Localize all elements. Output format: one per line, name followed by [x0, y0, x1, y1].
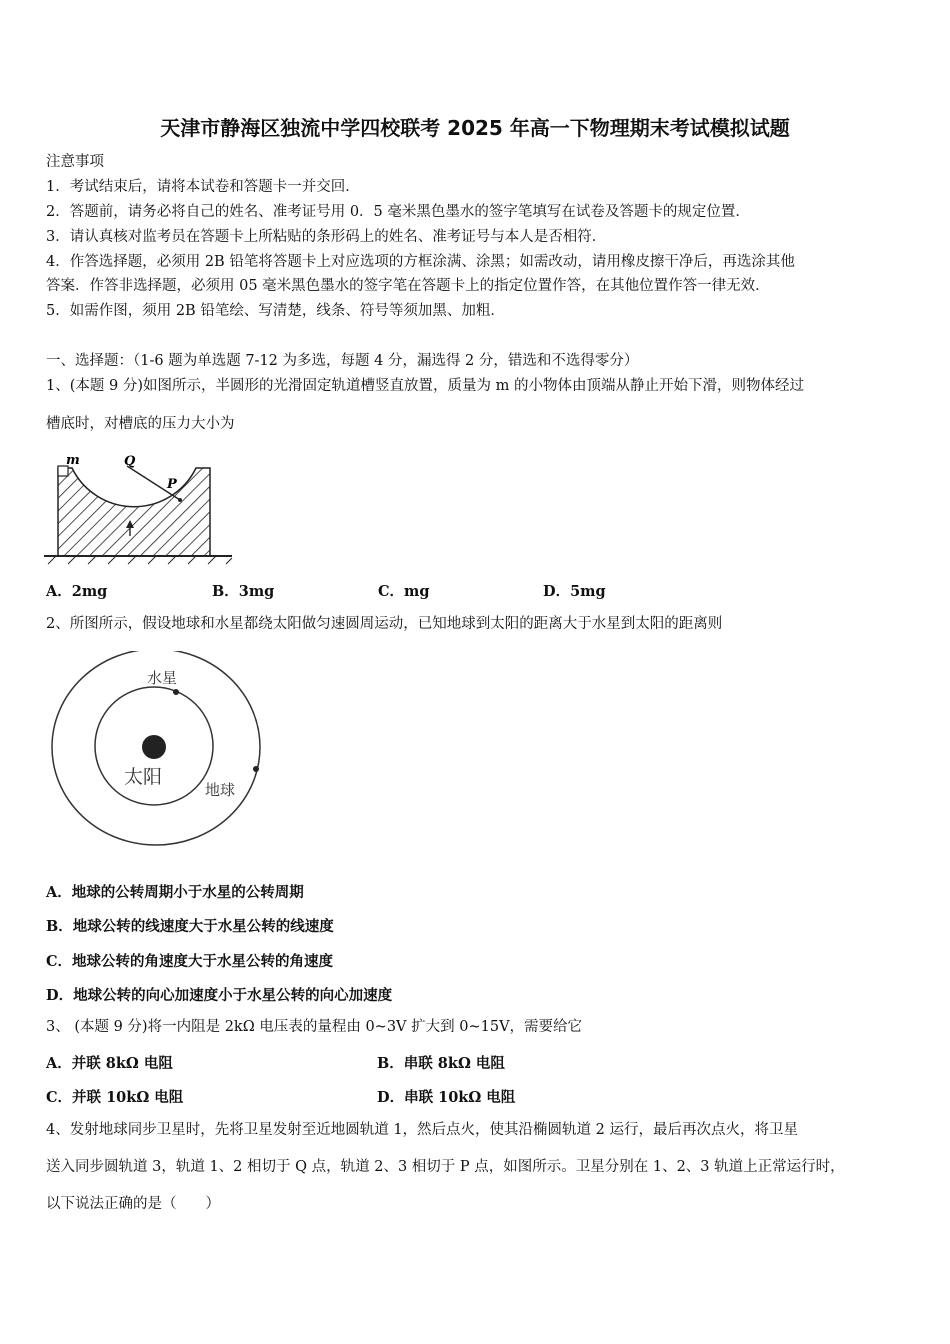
page-title: 天津市静海区独流中学四校联考 2025 年高一下物理期末考试模拟试题 [160, 116, 790, 140]
earth-icon [253, 766, 259, 772]
orbit-figure [48, 651, 270, 851]
mercury-icon [173, 689, 179, 695]
question-4-stem-cont: 送入同步圆轨道 3，轨道 1、2 相切于 Q 点，轨道 2、3 相切于 P 点，如图所示。卫星分别在 1、2、3 轨道上正常运行时， [46, 1159, 845, 1175]
notice-item: 4．作答选择题，必须用 2B 铅笔将答题卡上对应选项的方框涂满、涂黑；如需改动，请用橡皮擦干净后，再选涂其他 [46, 254, 795, 270]
q1-option-d[interactable]: D．5mg [543, 583, 606, 600]
q3-option-a[interactable]: A．并联 8kΩ 电阻 [46, 1055, 173, 1072]
q2-option-a[interactable]: A．地球的公转周期小于水星的公转周期 [46, 884, 304, 901]
q1-option-b[interactable]: B．3mg [212, 583, 275, 600]
q3-option-b[interactable]: B．串联 8kΩ 电阻 [377, 1055, 505, 1072]
question-3-stem: 3、 (本题 9 分)将一内阻是 2kΩ 电压表的量程由 0~3V 扩大到 0~15V，需要给它 [46, 1019, 583, 1035]
question-2-stem: 2、所图所示，假设地球和水星都绕太阳做匀速圆周运动，已知地球到太阳的距离大于水星到太阳的距离则 [46, 616, 723, 632]
semicircle-track-figure [44, 448, 234, 566]
q1-option-a[interactable]: A．2mg [46, 583, 108, 600]
label-earth: 地球 [205, 781, 236, 799]
label-Q: Q [124, 454, 136, 469]
question-4-stem-cont: 以下说法正确的是（ ） [46, 1196, 220, 1212]
q2-option-b[interactable]: B．地球公转的线速度大于水星公转的线速度 [46, 918, 334, 935]
question-1-stem-cont: 槽底时，对槽底的压力大小为 [46, 416, 235, 432]
notice-heading: 注意事项 [46, 154, 104, 170]
notice-item: 答案．作答非选择题，必须用 05 毫米黑色墨水的签字笔在答题卡上的指定位置作答，在其他位置作答一律无效． [46, 278, 770, 294]
notice-item: 2．答题前，请务必将自己的姓名、准考证号用 0．5 毫米黑色墨水的签字笔填写在试卷及答题卡的规定位置． [46, 204, 750, 220]
section-heading: 一、选择题：（1-6 题为单选题 7-12 为多选，每题 4 分，漏选得 2 分，错选和不选得零分） [46, 353, 639, 369]
label-mercury: 水星 [147, 669, 178, 687]
label-P: P [167, 477, 177, 492]
q1-option-c[interactable]: C．mg [378, 583, 430, 600]
q2-option-c[interactable]: C．地球公转的角速度大于水星公转的角速度 [46, 953, 334, 970]
q3-option-d[interactable]: D．串联 10kΩ 电阻 [377, 1089, 516, 1106]
question-1-stem: 1、(本题 9 分)如图所示，半圆形的光滑固定轨道槽竖直放置，质量为 m 的小物体由顶端从静止开始下滑，则物体经过 [46, 378, 804, 394]
q3-option-c[interactable]: C．并联 10kΩ 电阻 [46, 1089, 184, 1106]
notice-item: 1．考试结束后，请将本试卷和答题卡一并交回． [46, 179, 360, 195]
notice-item: 3．请认真核对监考员在答题卡上所粘贴的条形码上的姓名、准考证号与本人是否相符． [46, 229, 607, 245]
label-sun: 太阳 [124, 766, 163, 788]
sun-icon [142, 735, 166, 759]
notice-item: 5．如需作图，须用 2B 铅笔绘、写清楚，线条、符号等须加黑、加粗． [46, 303, 505, 319]
label-m: m [66, 453, 80, 468]
q2-option-d[interactable]: D．地球公转的向心加速度小于水星公转的向心加速度 [46, 987, 393, 1004]
question-4-stem: 4、发射地球同步卫星时，先将卫星发射至近地圆轨道 1，然后点火，使其沿椭圆轨道 2 运行，最后再次点火，将卫星 [46, 1122, 798, 1138]
